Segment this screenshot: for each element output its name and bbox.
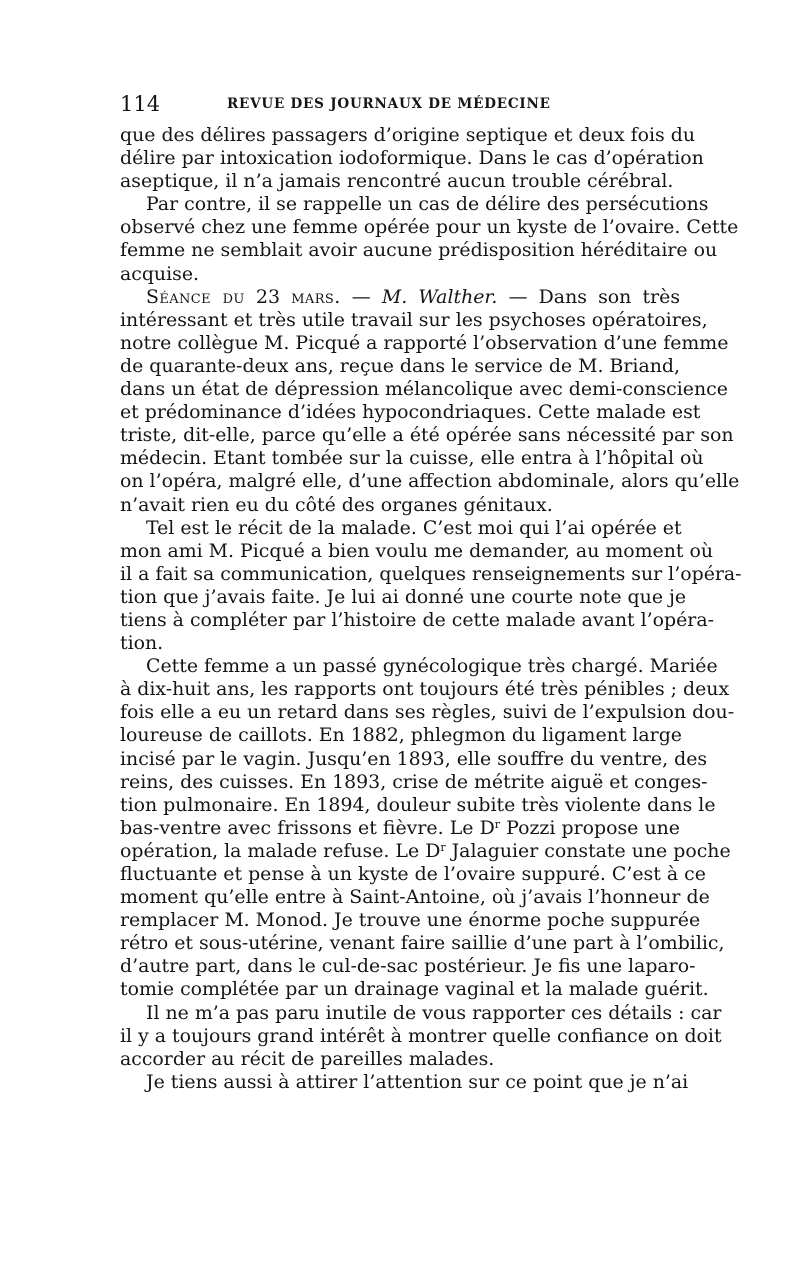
page-header xyxy=(120,92,682,116)
seance-rest: Dans son très xyxy=(538,285,681,308)
text-line: de quarante-deux ans, reçue dans le service de M. Briand, xyxy=(120,354,680,377)
text-line: moment qu’elle entre à Saint-Antoine, où j’avais l’honneur de xyxy=(120,886,710,909)
doctor-abbrev: D xyxy=(425,839,441,862)
text-line xyxy=(120,817,680,840)
text-line: à dix-huit ans, les rapports ont toujours été très pénibles ; deux xyxy=(120,678,730,701)
text-line: Je tiens aussi à attirer l’attention sur ce point que je n’ai xyxy=(146,1070,689,1093)
text-line: délire par intoxication iodoformique. Dans le cas d’opération xyxy=(120,147,704,170)
text-line: femme ne semblait avoir aucune prédisposition héréditaire ou xyxy=(120,239,718,262)
text-line: intéressant et très utile travail sur les psychoses opératoires, xyxy=(120,308,708,331)
text-line: tion. xyxy=(120,632,164,655)
page-number: 114 xyxy=(120,92,161,116)
text-line xyxy=(120,839,731,863)
text-line: tiens à compléter par l’histoire de cette malade avant l’opéra- xyxy=(120,608,714,631)
text-line: rétro et sous-utérine, venant faire saillie d’une part à l’ombilic, xyxy=(120,932,725,955)
text-line: tomie complétée par un drainage vaginal et la malade guérit. xyxy=(120,978,709,1001)
text-line: Cette femme a un passé gynécologique très chargé. Mariée xyxy=(146,655,718,678)
text-line: triste, dit-elle, parce qu’elle a été opérée sans nécessité par son xyxy=(120,424,734,447)
seance-date: 23 xyxy=(244,285,292,308)
seance-speaker: M. Walther. xyxy=(381,285,498,308)
text-line: Par contre, il se rappelle un cas de délire des persécutions xyxy=(146,193,709,216)
text-line: n’avait rien eu du côté des organes génitaux. xyxy=(120,493,553,516)
text-line: fluctuante et pense à un kyste de l’ovaire suppuré. C’est à ce xyxy=(120,863,706,885)
text-line: mon ami M. Picqué a bien voulu me demander, au moment où xyxy=(120,539,714,562)
text-line: Il ne m’a pas paru inutile de vous rapporter ces détails : car xyxy=(146,1001,722,1024)
seance-heading-line xyxy=(120,286,680,309)
line-end: Jalaguier constate une poche xyxy=(445,839,731,862)
text-line: que des délires passagers d’origine septique et deux fois du xyxy=(120,124,695,146)
seance-dash: — xyxy=(340,285,382,308)
doctor-abbrev: D xyxy=(479,816,495,839)
text-line: notre collègue M. Picqué a rapporté l’observation d’une femme xyxy=(120,331,729,354)
text-line: médecin. Etant tombée sur la cuisse, elle entra à l’hôpital où xyxy=(120,447,704,470)
text-line: tion pulmonaire. En 1894, douleur subite très violente dans le xyxy=(120,793,716,816)
text-line: il a fait sa communication, quelques renseignements sur l’opéra- xyxy=(120,562,742,585)
seance-month: mars. xyxy=(291,285,341,308)
text-line: dans un état de dépression mélancolique avec demi-conscience xyxy=(120,378,728,401)
line-end: Pozzi propose une xyxy=(500,816,680,839)
text-line: et prédominance d’idées hypocondriaques. Cette malade est xyxy=(120,401,701,424)
text-line: Tel est le récit de la malade. C’est moi qui l’ai opérée et xyxy=(146,516,682,539)
line-start: bas-ventre avec frissons et fièvre. Le xyxy=(120,816,474,839)
text-line: reins, des cuisses. En 1893, crise de métrite aiguë et conges- xyxy=(120,770,708,793)
seance-label: Séance du xyxy=(146,285,245,308)
doctor-abbrev-sup: r xyxy=(440,840,446,854)
text-line: accorder au récit de pareilles malades. xyxy=(120,1047,495,1070)
text-line: observé chez une femme opérée pour un kyste de l’ovaire. Cette xyxy=(120,216,739,239)
line-start: opération, la malade refuse. Le xyxy=(120,839,420,862)
text-line: aseptique, il n’a jamais rencontré aucun trouble cérébral. xyxy=(120,170,674,193)
text-line: acquise. xyxy=(120,262,200,285)
text-line: il y a toujours grand intérêt à montrer quelle confiance on doit xyxy=(120,1024,722,1047)
doctor-abbrev-sup: r xyxy=(494,817,500,831)
text-body xyxy=(120,124,742,1094)
text-line: tion que j’avais faite. Je lui ai donné une courte note que je xyxy=(120,585,687,608)
text-line: remplacer M. Monod. Je trouve une énorme poche suppurée xyxy=(120,909,701,932)
text-line: incisé par le vagin. Jusqu’en 1893, elle souffre du ventre, des xyxy=(120,747,708,770)
text-line: fois elle a eu un retard dans ses règles, suivi de l’expulsion dou- xyxy=(120,701,735,724)
running-head: REVUE DES JOURNAUX DE MÉDECINE xyxy=(227,96,551,112)
text-line: loureuse de caillots. En 1882, phlegmon du ligament large xyxy=(120,724,682,747)
text-line: on l’opéra, malgré elle, d’une affection abdominale, alors qu’elle xyxy=(120,470,740,493)
text-line: d’autre part, dans le cul-de-sac postérieur. Je fis une laparo- xyxy=(120,955,696,978)
seance-dash: — xyxy=(497,285,539,308)
